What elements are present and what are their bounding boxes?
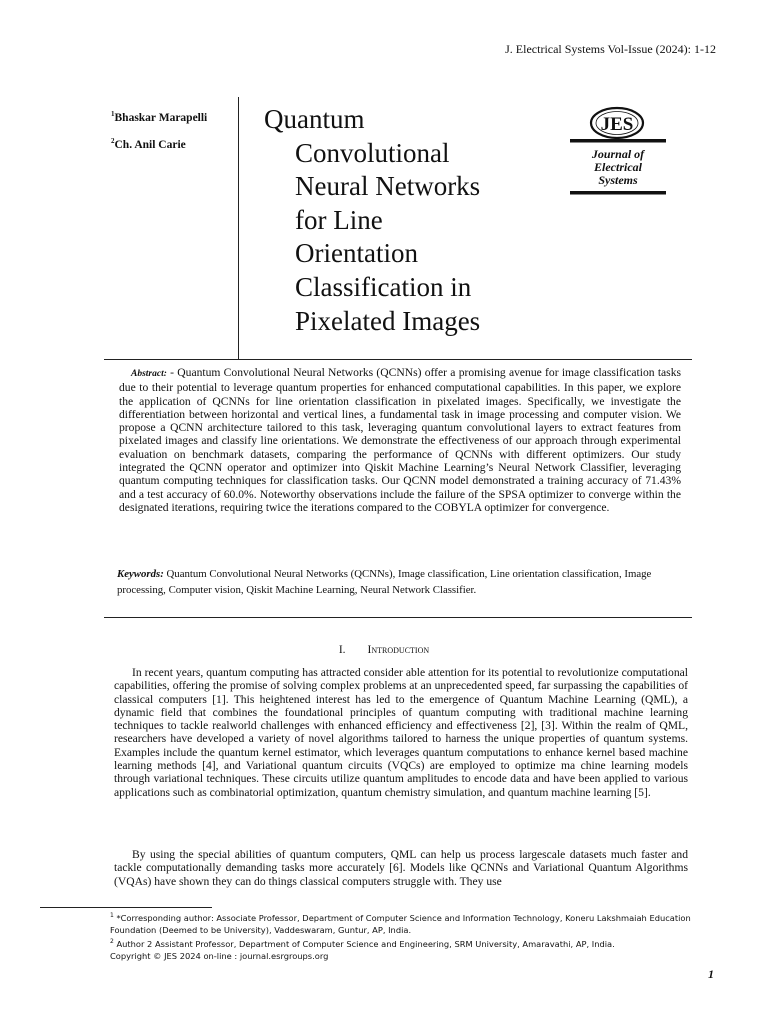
abstract bbox=[119, 366, 681, 514]
logo-line-2: Electrical bbox=[594, 160, 642, 174]
author-1: $^1$Bhaskar Marapelli bbox=[111, 110, 208, 124]
logo-bar-top bbox=[570, 139, 666, 143]
author-list bbox=[111, 103, 207, 157]
logo-line-3: Systems bbox=[598, 173, 638, 187]
title-line: Convolutional bbox=[295, 137, 450, 168]
author-2: $^2$Ch. Anil Carie bbox=[111, 136, 186, 151]
vertical-divider bbox=[238, 97, 239, 359]
title-line: Orientation bbox=[295, 238, 418, 269]
journal-logo bbox=[568, 103, 668, 197]
footnotes bbox=[110, 910, 710, 962]
footnote-1: $^1$ *Corresponding author: Associate Professor, Department of Computer Science and Information Technology, Koneru Lakshmaiah Education Foundation (Deemed to be University), Vaddeswaram, Guntur, AP, India. bbox=[110, 912, 691, 935]
title-line: Classification in bbox=[295, 271, 472, 302]
footnote-2: $^2$ Author 2 Assistant Professor, Department of Computer Science and Engineering, SRM University, Amaravathi, AP, India. bbox=[110, 937, 615, 949]
paper-title bbox=[264, 103, 554, 338]
logo-line-1: Journal of bbox=[591, 147, 645, 161]
body-paragraph: In recent years, quantum computing has attracted consider able attention for its potential to revolutionize computational capabilities, offering the promise of solving complex problems at an unprecedented speed, far surpassing the capabilities of classical computers [1]. This heightened interest has led to the emergence of Quantum Machine Learning (QML), a dynamic field that combines the foundational principles of quantum computing with traditional machine learning techniques to tackle realworld challenges with enhanced efficiency and effectiveness [2], [3]. Within the realm of QML, researchers have developed a variety of novel algorithms tailored to harness the unique properties of quantum systems. Examples include the quantum kernel estimator, which leverages quantum computations to enhance kernel based machine learning methods [4], and Variational quantum circuits (VQCs) are employed to optimize ma chine learning models through variational techniques. These circuits utilize quantum amplitudes to encode data and have been applied to various applications such as combinatorial optimization, quantum chemistry simulation, and quantum machine learning [5]. bbox=[114, 666, 688, 799]
logo-abbrev: JES bbox=[600, 114, 634, 135]
body-paragraph: By using the special abilities of quantum computers, QML can help us process largescale datasets much faster and tackle computationally demanding tasks more accurately [6]. Models like QCNNs and Variational Quantum Algorithms (VQAs) have shown they can do things classical computers struggle with. They use bbox=[114, 848, 688, 888]
title-line: for Line bbox=[295, 204, 383, 235]
horizontal-rule bbox=[104, 617, 692, 618]
abstract-text: - Quantum Convolutional Neural Networks (QCNNs) offer a promising avenue for image classification tasks due to their potential to leverage quantum properties for enhanced computational capabilities. In this paper, we explore the application of QCNNs for line orientation classification in pixelated images. Specifically, we investigate the differentiation between horizontal and vertical lines, a fundamental task in image processing and computer vision. We propose a QCNN architecture tailored to this task, leveraging quantum convolutional layers to extract features from pixelated images and classify line orientations. We demonstrate the effectiveness of our approach through experimental evaluation on benchmark datasets, comparing the performance of QCNNs with different optimizers. Our study integrated the QCNN operator and optimizer into Qiskit Machine Learning’s Neural Network Classifier, leveraging quantum computing techniques for classification tasks. Our QCNN model demonstrated a training accuracy of 71.43% and a test accuracy of 60.0%. Noteworthy observations include the failure of the SPSA optimizer to converge within the designated iterations, requiring twice the iterations compared to the COBYLA optimizer for convergence. bbox=[119, 366, 682, 514]
section-title: Introduction bbox=[367, 644, 430, 656]
journal-header: J. Electrical Systems Vol-Issue (2024): 1-12 bbox=[505, 42, 716, 56]
footnote-rule bbox=[40, 907, 212, 908]
keywords bbox=[117, 566, 682, 598]
logo-bar-bottom bbox=[570, 191, 666, 195]
keywords-label: Keywords: bbox=[117, 568, 164, 580]
keywords-text: Quantum Convolutional Neural Networks (QCNNs), Image classification, Line orientation classification, Image processing, Computer vision, Qiskit Machine Learning, Neural Network Classifier. bbox=[117, 568, 652, 596]
title-line: Pixelated Images bbox=[295, 305, 481, 336]
title-line: Quantum bbox=[264, 104, 365, 134]
section-heading bbox=[0, 644, 768, 656]
horizontal-rule bbox=[104, 359, 692, 360]
copyright-line: Copyright © JES 2024 on-line : journal.esrgroups.org bbox=[110, 950, 329, 961]
title-line: Neural Networks bbox=[295, 171, 481, 202]
abstract-label: Abstract: bbox=[131, 369, 167, 379]
page-number: 1 bbox=[708, 967, 714, 981]
section-number: I. bbox=[338, 644, 346, 656]
